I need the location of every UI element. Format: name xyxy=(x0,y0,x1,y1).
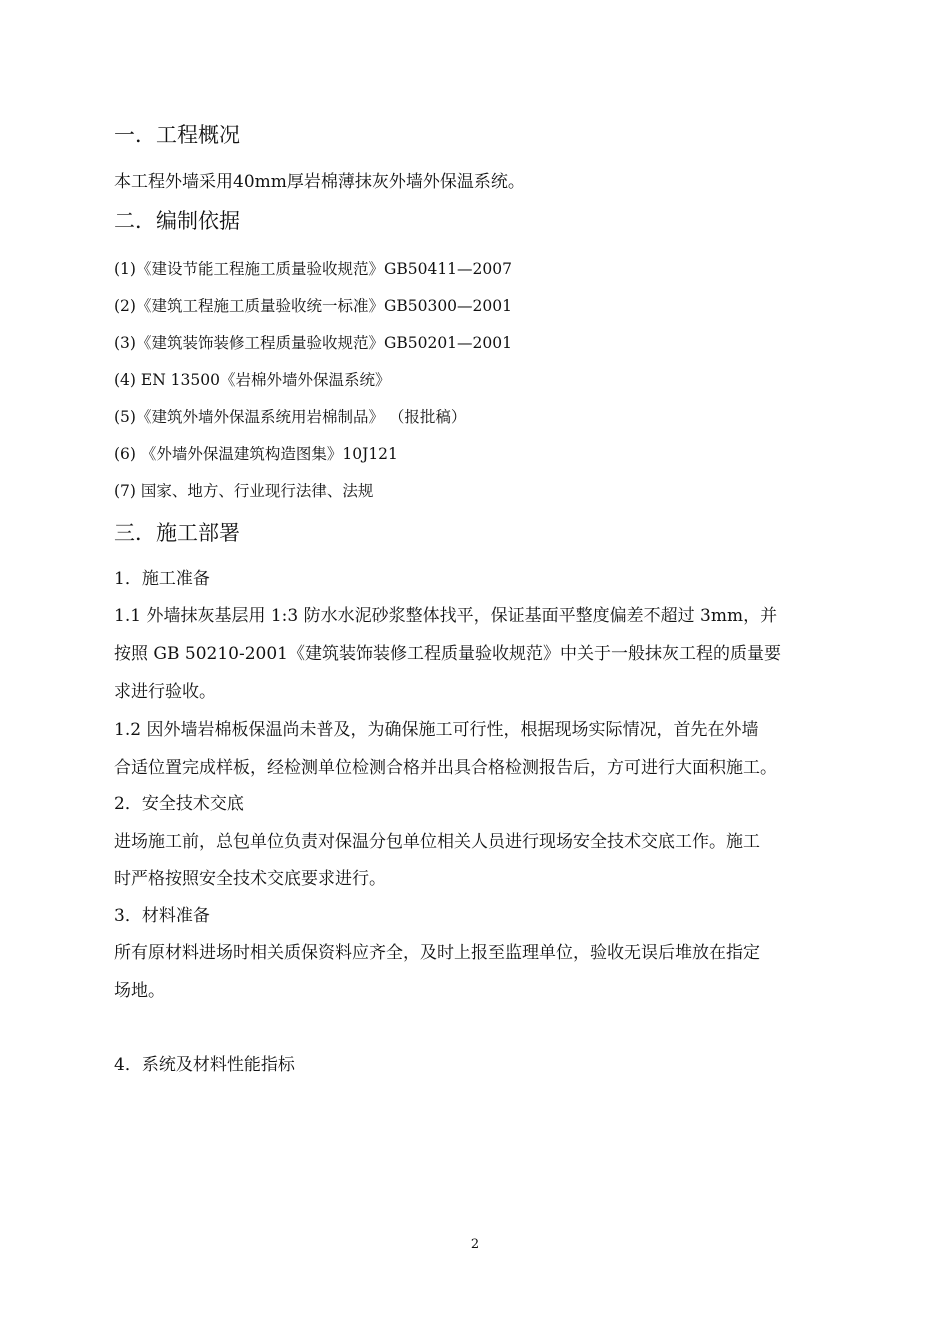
page-number: 2 xyxy=(470,1237,480,1252)
overview-paragraph: 本工程外墙采用40mm厚岩棉薄抹灰外墙外保温系统。 xyxy=(114,172,525,192)
section-heading-deployment: 三．施工部署 xyxy=(114,521,240,545)
section-heading-basis: 二．编制依据 xyxy=(114,209,240,233)
paragraph-line: 1.1 外墙抹灰基层用 1:3 防水水泥砂浆整体找平，保证基面平整度偏差不超过 3mm，并 xyxy=(114,606,778,626)
reference-item: (6) 《外墙外保温建筑构造图集》10J121 xyxy=(114,445,398,463)
section-heading-overview: 一．工程概况 xyxy=(114,123,240,147)
paragraph-line: 合适位置完成样板，经检测单位检测合格并出具合格检测报告后，方可进行大面积施工。 xyxy=(114,758,777,778)
reference-item: (5)《建筑外墙外保温系统用岩棉制品》 （报批稿） xyxy=(114,408,467,426)
reference-item: (3)《建筑装饰装修工程质量验收规范》GB50201—2001 xyxy=(114,334,512,352)
paragraph-line: 进场施工前，总包单位负责对保温分包单位相关人员进行现场安全技术交底工作。施工 xyxy=(114,832,760,852)
reference-item: (2)《建筑工程施工质量验收统一标准》GB50300—2001 xyxy=(114,297,512,315)
subsection-title: 2．安全技术交底 xyxy=(114,794,244,814)
subsection-title: 3．材料准备 xyxy=(114,906,210,926)
reference-item: (4) EN 13500《岩棉外墙外保温系统》 xyxy=(114,371,391,389)
paragraph-line: 所有原材料进场时相关质保资料应齐全，及时上报至监理单位，验收无误后堆放在指定 xyxy=(114,943,760,963)
paragraph-line: 1.2 因外墙岩棉板保温尚未普及，为确保施工可行性，根据现场实际情况，首先在外墙 xyxy=(114,720,759,740)
paragraph-line: 场地。 xyxy=(114,981,165,1001)
reference-item: (7) 国家、地方、行业现行法律、法规 xyxy=(114,482,374,500)
reference-item: (1)《建设节能工程施工质量验收规范》GB50411—2007 xyxy=(114,260,512,278)
paragraph-line: 时严格按照安全技术交底要求进行。 xyxy=(114,869,386,889)
subsection-title: 4．系统及材料性能指标 xyxy=(114,1055,295,1075)
subsection-title: 1．施工准备 xyxy=(114,569,210,589)
paragraph-line: 求进行验收。 xyxy=(114,682,216,702)
paragraph-line: 按照 GB 50210-2001《建筑装饰装修工程质量验收规范》中关于一般抹灰工程的质量要 xyxy=(114,644,781,664)
